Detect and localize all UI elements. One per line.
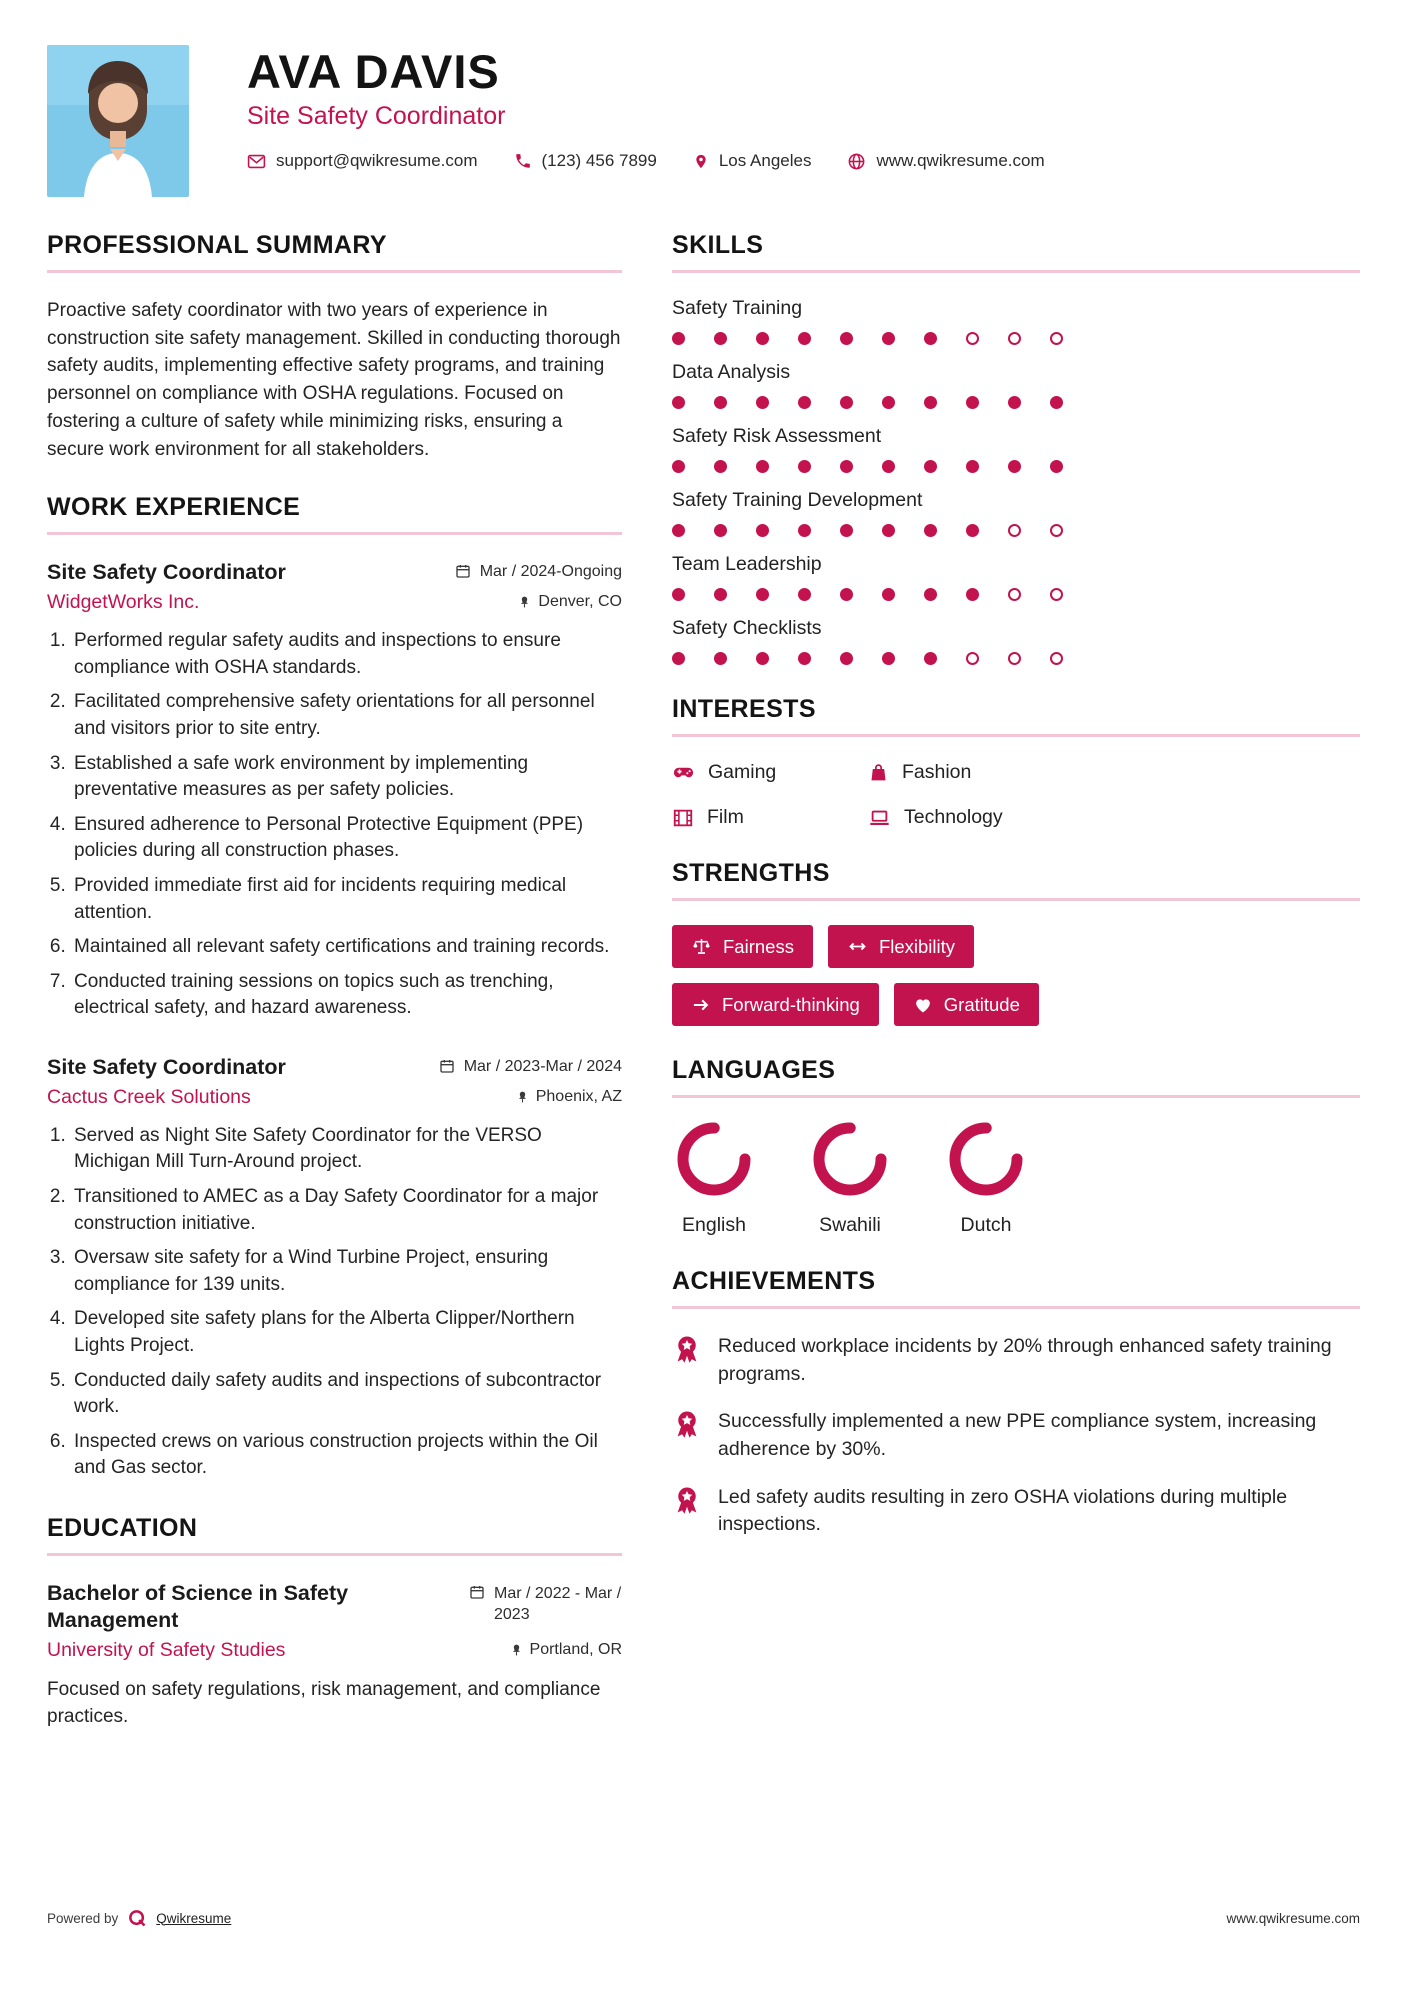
section-divider: [47, 1553, 622, 1556]
section-work-experience: [47, 493, 622, 1482]
summary-text: Proactive safety coordinator with two years of experience in construction site safety management. Skilled in conducting thorough safety audits, implementing effective safety programs, and training personnel on compliance with OSHA regulations. Focused on fostering a culture of safety while minimizing risks, ensuring a secure work environment for all stakeholders.: [47, 300, 621, 460]
job-company: Cactus Creek Solutions: [47, 1085, 251, 1108]
job-role: Site Safety Coordinator: [47, 560, 286, 585]
language-item: [812, 1122, 888, 1237]
powered-by-label: Powered by: [47, 1910, 119, 1926]
skill-item: [672, 425, 1360, 473]
achievement-item: [672, 1484, 1360, 1539]
language-progress-ring: [949, 1122, 1023, 1196]
header: [47, 45, 1360, 197]
columns: [47, 231, 1360, 1763]
pushpin-icon: [510, 1642, 523, 1658]
achievement-text: Reduced workplace incidents by 20% through enhanced safety training programs.: [718, 1335, 1332, 1385]
language-name: Dutch: [960, 1214, 1012, 1236]
achievement-item: [672, 1408, 1360, 1463]
language-item: [948, 1122, 1024, 1237]
interest-label: Technology: [904, 806, 1003, 828]
education-entry: [47, 1580, 622, 1731]
skill-name: Safety Training: [672, 297, 803, 319]
laptop-icon: [868, 807, 891, 829]
gamepad-icon: [672, 761, 695, 784]
section-divider: [672, 1306, 1360, 1309]
contact-location: [693, 151, 812, 171]
job-bullet: 4. Developed site safety plans for the Alberta Clipper/Northern Lights Project.: [71, 1306, 622, 1359]
job-bullet: 5. Conducted daily safety audits and inspections of subcontractor work.: [71, 1368, 622, 1421]
calendar-icon: [439, 1058, 455, 1074]
skill-rating: [672, 588, 1360, 601]
section-education: [47, 1514, 622, 1731]
film-icon: [672, 807, 694, 829]
right-column: [672, 231, 1360, 1569]
section-title: WORK EXPERIENCE: [47, 493, 301, 522]
skill-name: Team Leadership: [672, 553, 822, 575]
footer-website-link[interactable]: www.qwikresume.com: [1226, 1910, 1360, 1926]
section-languages: [672, 1056, 1360, 1237]
award-badge-icon: [672, 1334, 702, 1388]
strengths-list: [672, 925, 1152, 1026]
contact-email-text: support@qwikresume.com: [276, 151, 478, 171]
job-bullet: 1. Served as Night Site Safety Coordinator for the VERSO Michigan Mill Turn-Around project.: [71, 1123, 622, 1176]
school-name: University of Safety Studies: [47, 1638, 286, 1661]
section-title: ACHIEVEMENTS: [672, 1267, 876, 1295]
language-progress-ring: [813, 1122, 887, 1196]
award-badge-icon: [672, 1409, 702, 1463]
strength-label: Forward-thinking: [722, 993, 860, 1015]
strength-badge: [672, 983, 879, 1026]
job-bullet: 1. Performed regular safety audits and inspections to ensure compliance with OSHA standards.: [71, 628, 622, 681]
achievement-item: [672, 1333, 1360, 1388]
section-title: SKILLS: [672, 231, 764, 259]
job-bullet: 5. Provided immediate first aid for incidents requiring medical attention.: [71, 873, 622, 926]
strength-label: Flexibility: [878, 935, 956, 957]
skill-rating: [672, 652, 1360, 665]
skill-item: [672, 553, 1360, 601]
contact-email[interactable]: [247, 151, 478, 171]
section-strengths: [672, 859, 1360, 1026]
left-right-arrow-icon: [847, 936, 868, 957]
language-progress-ring: [677, 1122, 751, 1196]
skill-rating: [672, 524, 1360, 537]
job-entry: [47, 559, 622, 1022]
job-bullet-list: [47, 1123, 622, 1482]
strength-badge: [894, 983, 1039, 1026]
strength-label: Fairness: [723, 935, 794, 957]
degree-name: Bachelor of Science in Safety Management: [47, 1581, 349, 1632]
contact-phone[interactable]: [514, 151, 657, 171]
right-arrow-icon: [691, 995, 711, 1015]
section-divider: [672, 898, 1360, 901]
education-location: Portland, OR: [510, 1639, 622, 1659]
person-name: AVA DAVIS: [247, 45, 500, 98]
job-bullet: 2. Facilitated comprehensive safety orientations for all personnel and visitors prior to site entry.: [71, 689, 622, 742]
section-divider: [672, 734, 1360, 737]
interest-label: Fashion: [902, 761, 972, 783]
education-description: Focused on safety regulations, risk management, and compliance practices.: [47, 1678, 601, 1728]
section-interests: [672, 695, 1360, 829]
section-title: LANGUAGES: [672, 1056, 836, 1084]
skill-name: Data Analysis: [672, 361, 791, 383]
job-entry: [47, 1054, 622, 1482]
section-title: EDUCATION: [47, 1514, 198, 1542]
interest-item: [672, 806, 868, 829]
skill-rating: [672, 396, 1360, 409]
language-item: [676, 1122, 752, 1237]
skill-rating: [672, 332, 1360, 345]
interest-item: [672, 761, 868, 784]
interest-label: Gaming: [708, 761, 777, 783]
skill-item: [672, 489, 1360, 537]
job-dates: Mar / 2024-Ongoing: [455, 559, 622, 581]
pushpin-icon: [516, 1089, 529, 1105]
job-company: WidgetWorks Inc.: [47, 591, 200, 614]
section-professional-summary: [47, 231, 622, 463]
header-text: [247, 45, 1081, 197]
contact-website[interactable]: [847, 151, 1044, 171]
interests-grid: [672, 761, 1360, 829]
achievement-text: Successfully implemented a new PPE compliance system, increasing adherence by 30%.: [718, 1410, 1317, 1461]
contact-location-text: Los Angeles: [718, 151, 812, 171]
strength-badge: [672, 925, 813, 968]
job-bullet-list: [47, 628, 622, 1022]
contact-website-text: www.qwikresume.com: [876, 151, 1045, 171]
envelope-icon: [247, 152, 266, 171]
calendar-icon: [469, 1584, 485, 1600]
language-name: Swahili: [819, 1214, 881, 1236]
job-role: Site Safety Coordinator: [47, 1055, 286, 1079]
language-name: English: [682, 1214, 746, 1236]
contact-row: [247, 151, 1081, 171]
strength-label: Gratitude: [943, 993, 1020, 1015]
section-divider: [672, 1095, 1360, 1098]
section-divider: [47, 532, 622, 535]
job-bullet: 7. Conducted training sessions on topics such as trenching, electrical safety, and hazard awareness.: [71, 969, 622, 1022]
interest-item: [868, 806, 1360, 829]
footer-branding: [47, 1908, 231, 1928]
languages-row: [672, 1122, 1360, 1237]
qwikresume-logo-icon: [127, 1908, 147, 1928]
job-bullet: 4. Ensured adherence to Personal Protective Equipment (PPE) policies during all construction phases.: [71, 812, 622, 865]
footer: [47, 1908, 1360, 1928]
section-title: STRENGTHS: [672, 859, 830, 887]
heart-icon: [913, 995, 933, 1015]
skill-item: [672, 297, 1360, 345]
job-bullet: 3. Oversaw site safety for a Wind Turbine Project, ensuring compliance for 139 units.: [71, 1245, 622, 1298]
globe-icon: [847, 152, 866, 171]
skill-item: [672, 617, 1360, 665]
shopping-bag-icon: [868, 761, 889, 784]
person-title: Site Safety Coordinator: [247, 102, 506, 131]
job-bullet: 6. Maintained all relevant safety certifications and training records.: [71, 934, 622, 961]
calendar-icon: [455, 563, 471, 579]
section-divider: [672, 270, 1360, 273]
contact-phone-text: (123) 456 7899: [541, 151, 657, 171]
interest-item: [868, 761, 1360, 784]
skill-name: Safety Training Development: [672, 489, 923, 511]
left-column: [47, 231, 622, 1763]
map-pin-icon: [693, 152, 709, 171]
section-divider: [47, 270, 622, 273]
section-title: PROFESSIONAL SUMMARY: [47, 231, 387, 259]
section-title: INTERESTS: [672, 695, 816, 723]
interest-label: Film: [707, 806, 744, 828]
skill-rating: [672, 460, 1360, 473]
skill-name: Safety Checklists: [672, 617, 822, 639]
pushpin-icon: [518, 594, 531, 610]
profile-photo: [47, 45, 189, 197]
strength-badge: [828, 925, 974, 968]
job-location: Denver, CO: [518, 591, 622, 611]
skill-name: Safety Risk Assessment: [672, 425, 882, 447]
section-achievements: [672, 1267, 1360, 1539]
section-skills: [672, 231, 1360, 665]
scales-icon: [691, 936, 712, 957]
skill-item: [672, 361, 1360, 409]
job-dates: Mar / 2023-Mar / 2024: [439, 1054, 622, 1076]
qwikresume-link[interactable]: Qwikresume: [156, 1910, 232, 1926]
job-bullet: 2. Transitioned to AMEC as a Day Safety Coordinator for a major construction initiative.: [71, 1184, 622, 1237]
achievement-text: Led safety audits resulting in zero OSHA violations during multiple inspections.: [718, 1485, 1288, 1536]
award-badge-icon: [672, 1485, 702, 1539]
job-bullet: 3. Established a safe work environment by implementing preventative measures as per safety policies.: [71, 751, 622, 804]
job-location: Phoenix, AZ: [516, 1086, 622, 1106]
phone-icon: [514, 152, 532, 170]
job-bullet: 6. Inspected crews on various construction projects within the Oil and Gas sector.: [71, 1429, 622, 1482]
education-dates: Mar / 2022 - Mar / 2023: [469, 1580, 622, 1626]
